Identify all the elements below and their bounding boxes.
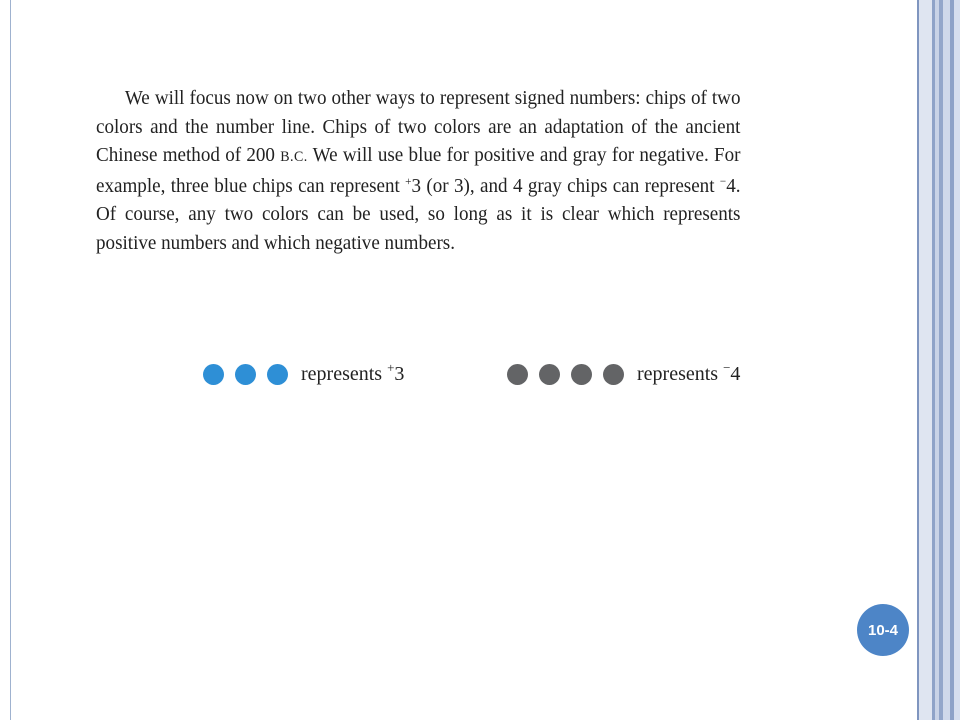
blue-chip bbox=[203, 364, 224, 385]
positive-sign: + bbox=[387, 359, 395, 375]
bc-abbreviation: B.C. bbox=[280, 149, 308, 165]
gray-chip bbox=[539, 364, 560, 385]
negative-label-text: represents bbox=[637, 362, 724, 385]
positive-chips-example bbox=[203, 356, 404, 392]
body-paragraph bbox=[96, 84, 740, 257]
gray-chip bbox=[507, 364, 528, 385]
slide-number-badge bbox=[857, 604, 909, 656]
minus-sign: − bbox=[719, 173, 727, 188]
slide-left-border bbox=[10, 0, 11, 720]
paragraph-text-1: We will focus now on two other ways to represent signed numbers: chips of two colors and the number line. Chips of two colors are an adaptation of the ancient Chinese method of 200 bbox=[96, 87, 741, 166]
slide-right-decoration bbox=[916, 0, 960, 720]
positive-label-text: represents bbox=[301, 362, 388, 385]
negative-sign: − bbox=[723, 359, 731, 375]
slide-number: 10-4 bbox=[867, 621, 899, 639]
paragraph-text-2: We will use blue for positive and gray for negative. For example, three blue chips can represent bbox=[96, 144, 741, 197]
paragraph-text-4: 4. Of course, any two colors can be used, so long as it is clear which represents positive numbers and which negative numbers. bbox=[96, 174, 741, 254]
plus-sign: + bbox=[405, 173, 412, 188]
positive-value: 3 bbox=[394, 362, 405, 385]
gray-chip bbox=[603, 364, 624, 385]
positive-label bbox=[301, 359, 405, 386]
blue-chip bbox=[267, 364, 288, 385]
blue-chip bbox=[235, 364, 256, 385]
negative-label bbox=[637, 359, 741, 386]
negative-chips-example bbox=[507, 356, 740, 392]
negative-value: 4 bbox=[730, 362, 741, 385]
paragraph-text-3: 3 (or 3), and 4 gray chips can represent bbox=[411, 174, 720, 197]
gray-chip bbox=[571, 364, 592, 385]
